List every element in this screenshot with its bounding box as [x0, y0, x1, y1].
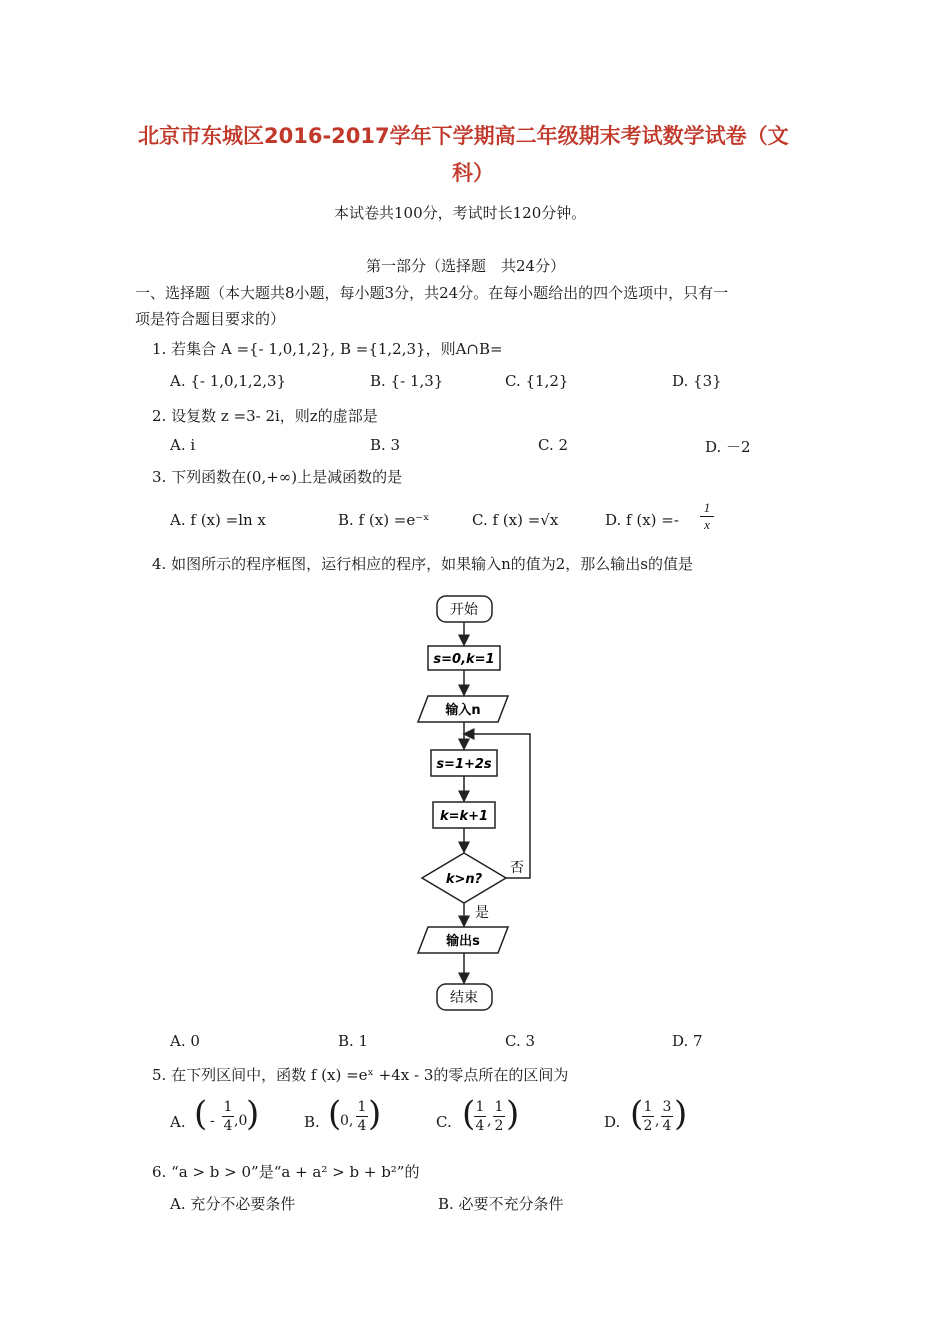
question-3-option-d: D. f (x) =- — [605, 511, 679, 529]
question-2-option-a: A. i — [170, 436, 196, 454]
question-3-option-c: C. f (x) =√x — [472, 511, 559, 529]
flowchart-output-label: 输出s — [446, 934, 480, 949]
question-6-option-a: A. 充分不必要条件 — [170, 1195, 296, 1213]
fraction-denominator: x — [700, 516, 714, 533]
fraction-denominator: 4 — [662, 1118, 672, 1134]
question-3-option-b: B. f (x) =e⁻ˣ — [338, 511, 430, 529]
flowchart-end-label: 结束 — [450, 990, 478, 1006]
instructions-line1: 一、选择题（本大题共8小题，每小题3分，共24分。在每小题给出的四个选项中，只有一 — [135, 284, 729, 302]
flowchart-step2-label: k=k+1 — [439, 809, 489, 824]
question-5-option-c-label: C. — [436, 1113, 452, 1131]
fraction-numerator: 3 — [662, 1099, 672, 1115]
fraction — [642, 1098, 654, 1135]
fraction-denominator: 2 — [494, 1118, 504, 1134]
fraction-denominator: 4 — [357, 1118, 367, 1134]
fraction-numerator: 1 — [357, 1099, 367, 1115]
exam-title-line1: 北京市东城区2016-2017学年下学期高二年级期末考试数学试卷（文 — [138, 124, 789, 148]
fraction — [493, 1098, 505, 1135]
fraction — [222, 1098, 234, 1135]
question-2-option-b: B. 3 — [370, 436, 401, 454]
fraction-numerator: 1 — [494, 1099, 504, 1115]
paren-open: ( — [194, 1094, 208, 1134]
question-2-option-d: D. －2 — [705, 438, 751, 456]
flowchart-start-label: 开始 — [450, 602, 478, 618]
paren-open: ( — [630, 1094, 644, 1134]
comma-zero: ,0 — [234, 1113, 248, 1129]
question-6-option-b: B. 必要不充分条件 — [438, 1195, 564, 1213]
flowchart-no-label: 否 — [510, 860, 524, 876]
fraction — [661, 1098, 673, 1135]
question-4-option-b: B. 1 — [338, 1032, 369, 1050]
exam-subtitle: 本试卷共100分，考试时长120分钟。 — [334, 204, 587, 222]
question-6-stem: 6. “a > b > 0”是“a + a² > b + b²”的 — [152, 1163, 420, 1181]
part-heading: 第一部分（选择题 共24分） — [366, 257, 566, 275]
instructions-line2: 项是符合题目要求的） — [135, 310, 286, 328]
question-1-option-d: D. {3} — [672, 372, 722, 390]
question-2-option-c: C. 2 — [538, 436, 569, 454]
value-zero: 0, — [340, 1113, 354, 1129]
question-4-option-c: C. 3 — [505, 1032, 536, 1050]
question-4-option-a: A. 0 — [170, 1032, 200, 1050]
flowchart-condition-label: k>n? — [445, 872, 483, 887]
paren-open: ( — [328, 1094, 342, 1134]
question-5-option-a-label: A. — [170, 1113, 186, 1131]
flowchart-yes-label: 是 — [475, 905, 489, 921]
question-3-stem: 3. 下列函数在(0,+∞)上是减函数的是 — [152, 468, 403, 486]
flowchart-init-label: s=0,k=1 — [433, 652, 495, 667]
flowchart-input-label: 输入n — [445, 703, 481, 718]
paren-open: ( — [462, 1094, 476, 1134]
question-4-option-d: D. 7 — [672, 1032, 703, 1050]
value-zero: 0 — [238, 1113, 248, 1129]
question-5-stem: 5. 在下列区间中，函数 f (x) =eˣ +4x - 3的零点所在的区间为 — [152, 1066, 569, 1084]
paren-close: ) — [506, 1094, 520, 1134]
fraction-numerator: 1 — [223, 1099, 233, 1115]
exam-title-line2: 科） — [452, 161, 494, 185]
fraction-numerator: 1 — [643, 1099, 653, 1115]
paren-close: ) — [368, 1094, 382, 1134]
question-1-option-c: C. {1,2} — [505, 372, 569, 390]
question-2-stem: 2. 设复数 z =3- 2i，则z的虚部是 — [152, 407, 378, 425]
question-3-option-d-fraction — [700, 500, 714, 533]
minus-sign: - — [210, 1113, 215, 1129]
fraction-denominator: 2 — [643, 1118, 653, 1134]
fraction-numerator: 1 — [475, 1099, 485, 1115]
comma: , — [655, 1113, 660, 1129]
question-5-option-b-label: B. — [304, 1113, 320, 1131]
fraction-numerator: 1 — [703, 500, 711, 515]
question-5-option-d-label: D. — [604, 1113, 621, 1131]
paren-close: ) — [246, 1094, 260, 1134]
question-1-option-b: B. {- 1,3} — [370, 372, 444, 390]
paren-close: ) — [674, 1094, 688, 1134]
fraction-denominator: 4 — [223, 1118, 233, 1134]
flowchart-step1-label: s=1+2s — [436, 757, 492, 772]
question-3-option-a: A. f (x) =ln x — [170, 511, 266, 529]
question-4-stem: 4. 如图所示的程序框图，运行相应的程序，如果输入n的值为2，那么输出s的值是 — [152, 555, 693, 573]
fraction-denominator: 4 — [475, 1118, 485, 1134]
fraction — [474, 1098, 486, 1135]
question-1-option-a: A. {- 1,0,1,2,3} — [170, 372, 287, 390]
question-1-stem: 1. 若集合 A ={- 1,0,1,2}, B ={1,2,3}，则A∩B= — [152, 340, 503, 358]
flowchart — [400, 588, 550, 1018]
comma: , — [487, 1113, 492, 1129]
fraction — [356, 1098, 368, 1135]
